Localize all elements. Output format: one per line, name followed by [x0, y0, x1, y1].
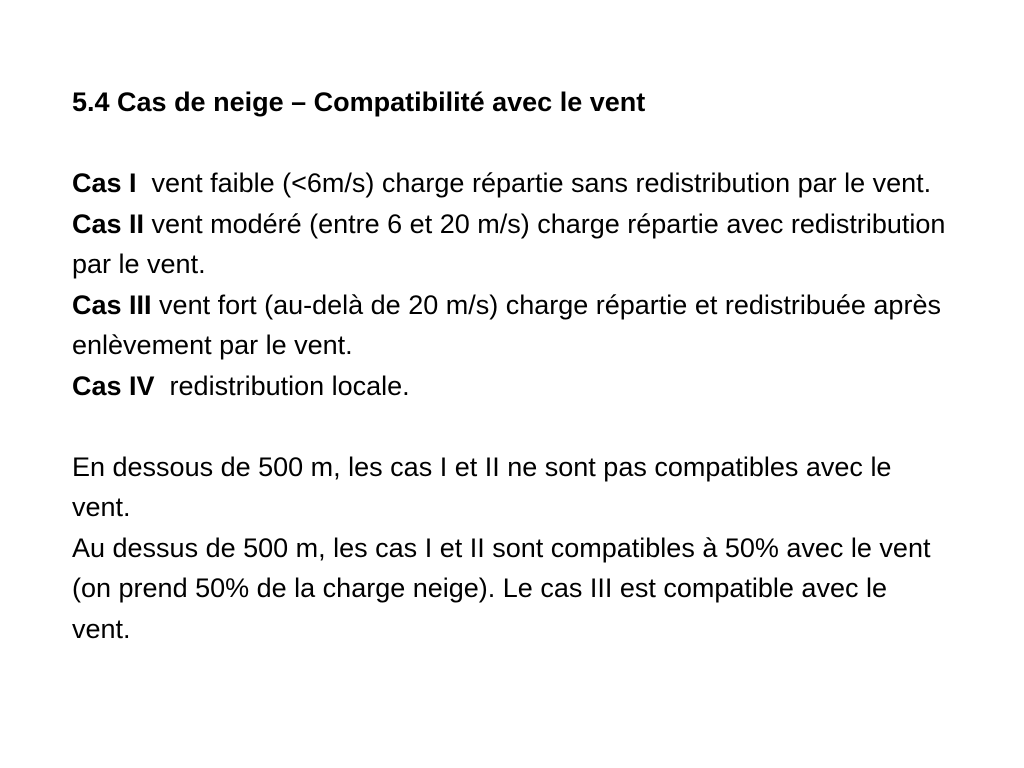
case-1-text: vent faible (<6m/s) charge répartie sans redistribution par le vent. [136, 168, 932, 198]
case-2-text: vent modéré (entre 6 et 20 m/s) charge répartie avec redistribution par le vent. [72, 208, 953, 279]
case-4 [72, 366, 952, 407]
case-1 [72, 163, 952, 204]
case-4-label: Cas IV [72, 370, 155, 401]
note-below-500m: En dessous de 500 m, les cas I et II ne sont pas compatibles avec le vent. [72, 451, 892, 522]
note-above-500m: Au dessus de 500 m, les cas I et II sont compatibles à 50% avec le vent (on prend 50% de la charge neige). Le cas III est compatible avec le vent. [72, 532, 931, 644]
spacer [72, 123, 952, 164]
slide-content [72, 82, 952, 649]
case-3-label: Cas III [72, 289, 152, 320]
case-3-text: vent fort (au-delà de 20 m/s) charge répartie et redistribuée après enlèvement par le vent. [72, 289, 949, 360]
case-2 [72, 204, 952, 285]
slide-title: 5.4 Cas de neige – Compatibilité avec le vent [72, 87, 646, 117]
case-1-label: Cas I [72, 168, 137, 198]
spacer [72, 406, 952, 447]
case-2-label: Cas II [72, 208, 145, 239]
case-4-text: redistribution locale. [154, 370, 410, 401]
case-3 [72, 285, 952, 366]
